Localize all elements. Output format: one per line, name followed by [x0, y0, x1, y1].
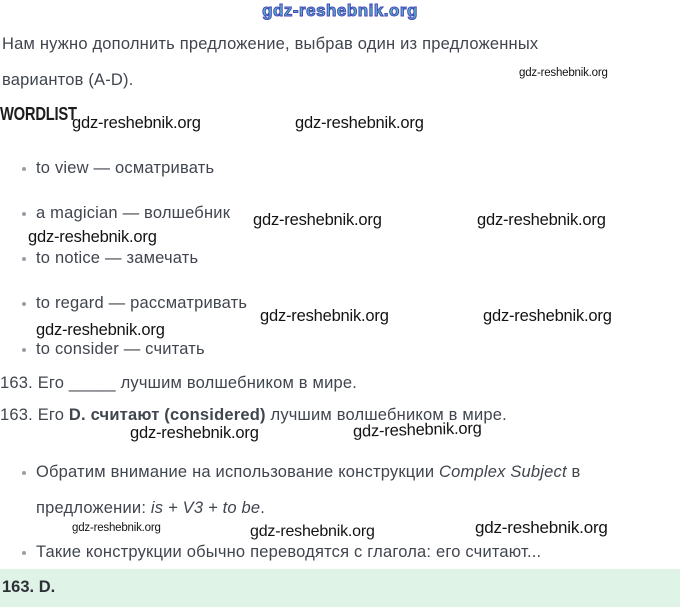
explanation-text: . [260, 499, 266, 517]
watermark-text: gdz-reshebnik.org [36, 321, 165, 339]
wordlist-item: a magician — волшебник [36, 204, 231, 222]
final-answer-box [0, 569, 680, 607]
wordlist-item: to regard — рассматривать [36, 294, 248, 312]
watermark-text: gdz-reshebnik.org [352, 419, 482, 441]
explanation-text: в [566, 463, 581, 481]
final-answer-label: 163. D. [2, 578, 56, 596]
wordlist-item: to consider — считать [36, 340, 205, 358]
watermark-text: gdz-reshebnik.org [130, 424, 259, 442]
wordlist-item: to view — осматривать [36, 159, 215, 177]
bullet-dot-icon [22, 212, 26, 216]
wordlist-heading: WORDLIST [0, 104, 77, 124]
watermark-text: gdz-reshebnik.org [250, 523, 375, 540]
watermark-text: gdz-reshebnik.org [477, 211, 606, 229]
intro-line-2: вариантов (A-D). [2, 71, 134, 89]
bullet-dot-icon [22, 348, 26, 352]
bullet-dot-icon [22, 167, 26, 171]
wordlist-item: to notice — замечать [36, 249, 199, 267]
watermark-text: gdz-reshebnik.org [475, 518, 608, 537]
watermark-text: gdz-reshebnik.org [519, 67, 608, 79]
question-line: 163. Его _____ лучшим волшебником в мире. [0, 374, 358, 392]
explanation-line-2 [36, 499, 265, 518]
watermark-text: gdz-reshebnik.org [483, 307, 612, 325]
watermark-text: gdz-reshebnik.org [28, 228, 157, 246]
answer-suffix: лучшим волшебником в мире. [265, 406, 507, 424]
answer-prefix: 163. Его [0, 406, 69, 424]
explanation-note: Такие конструкции обычно переводятся с глагола: его считают... [36, 543, 542, 561]
intro-line-1: Нам нужно дополнить предложение, выбрав один из предложенных [2, 35, 539, 53]
watermark-text: gdz-reshebnik.org [72, 522, 161, 534]
bullet-dot-icon [22, 257, 26, 261]
watermark-text: gdz-reshebnik.org [260, 307, 389, 325]
explanation-text: Обратим внимание на использование конструкции [36, 463, 440, 481]
bullet-dot-icon [22, 471, 26, 475]
bullet-dot-icon [22, 302, 26, 306]
explanation-term: Complex Subject [439, 463, 567, 481]
site-watermark-top: gdz-reshebnik.org [262, 1, 418, 20]
watermark-text: gdz-reshebnik.org [253, 211, 382, 229]
explanation-formula: is + V3 + to be [150, 499, 261, 517]
watermark-text: gdz-reshebnik.org [295, 114, 424, 132]
explanation-text: предложении: [36, 499, 151, 517]
watermark-text: gdz-reshebnik.org [72, 114, 201, 132]
bullet-dot-icon [22, 551, 26, 555]
explanation-line-1 [36, 463, 581, 482]
answer-choice: D. считают (considered) [68, 406, 266, 424]
